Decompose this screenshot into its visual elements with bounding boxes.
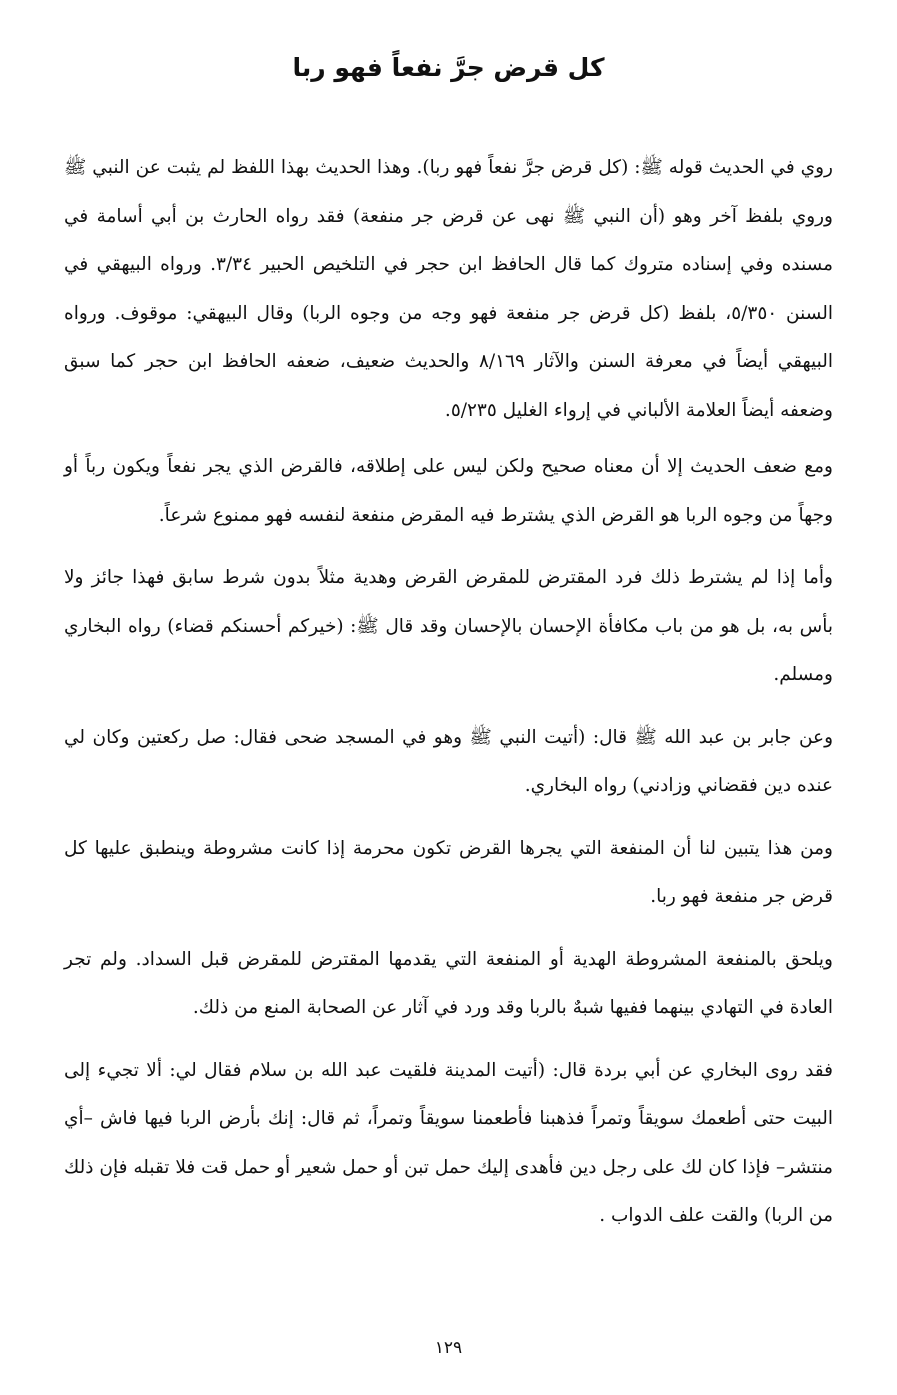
paragraph-gift-before-repayment: ويلحق بالمنفعة المشروطة الهدية أو المنفعة التي يقدمها المقترض للمقرض قبل السداد. ولم تجر العادة في التهادي بينهما ففيها شبهٌ بالربا وقد ورد في آثار عن الصحابة المنع من ذلك.: [64, 948, 833, 1018]
page-number: ١٢٩: [434, 1338, 463, 1358]
paragraph-meaning: ومع ضعف الحديث إلا أن معناه صحيح ولكن ليس على إطلاقه، فالقرض الذي يجر نفعاً ويكون رباً أو وجهاً من وجوه الربا هو القرض الذي يشترط فيه المقرض منفعة لنفسه فهو ممنوع شرعاً.: [64, 456, 833, 526]
paragraph-unconditioned-gift: وأما إذا لم يشترط ذلك فرد المقترض للمقرض القرض وهدية مثلاً بدون شرط سابق فهذا جائز ولا بأس به، بل هو من باب مكافأة الإحسان بالإحسان وقد قال ﷺ: (خيركم أحسنكم قضاء) رواه البخاري ومسلم.: [64, 567, 833, 685]
paragraph-hadith-narration: روي في الحديث قوله ﷺ: (كل قرض جرَّ نفعاً فهو ربا). وهذا الحديث بهذا اللفظ لم يثبت عن النبي ﷺ وروي بلفظ آخر وهو (أن النبي ﷺ نهى عن قرض جر منفعة) فقد رواه الحارث بن أبي أسامة في مسنده وفي إسناده متروك كما قال الحافظ ابن حجر في التلخيص الحبير ٣/٣٤. ورواه البيهقي في السنن ٥/٣٥٠، بلفظ (كل قرض جر منفعة فهو وجه من وجوه الربا) وقال البيهقي: موقوف. ورواه البيهقي أيضاً في معرفة السنن والآثار ٨/١٦٩ والحديث ضعيف، ضعفه الحافظ ابن حجر كما سبق وضعفه أيضاً العلامة الألباني في إرواء الغليل ٥/٢٣٥.: [64, 157, 833, 421]
page-title: كل قرض جرَّ نفعاً فهو ربا: [292, 53, 605, 82]
paragraph-conclusion: ومن هذا يتبين لنا أن المنفعة التي يجرها القرض تكون محرمة إذا كانت مشروطة وينطبق عليها كل قرض جر منفعة فهو ربا.: [64, 837, 833, 907]
paragraph-abu-burda-narration: فقد روى البخاري عن أبي بردة قال: (أتيت المدينة فلقيت عبد الله بن سلام فقال لي: ألا تجيء إلى البيت حتى أطعمك سويقاً وتمراً فذهبنا فأطعمنا سويقاً وتمراً، ثم قال: إنك بأرض الربا فيها فاش –أي منتشر– فإذا كان لك على رجل دين فأهدى إليك حمل تبن أو حمل شعير أو حمل قت فلا تقبله فإن ذلك من الربا) والقت علف الدواب .: [64, 1059, 833, 1226]
paragraph-jabir-narration: وعن جابر بن عبد الله ﷺ قال: (أتيت النبي ﷺ وهو في المسجد ضحى فقال: صل ركعتين وكان لي عنده دين فقضاني وزادني) رواه البخاري.: [64, 726, 833, 796]
